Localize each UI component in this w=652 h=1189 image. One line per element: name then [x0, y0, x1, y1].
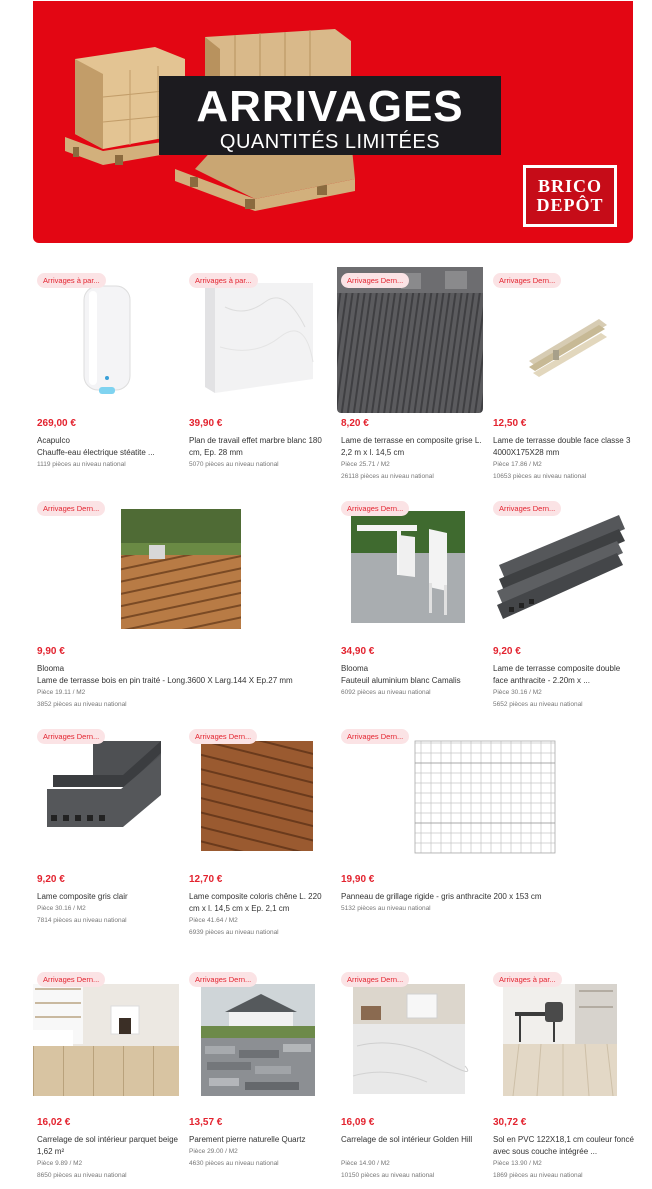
product-stock: 4630 pièces au niveau national [189, 1160, 279, 1167]
product-unit-price: Pièce 30.16 / M2 [37, 905, 86, 912]
product-price: 19,90 € [341, 874, 375, 885]
product-name[interactable]: Lame de terrasse en composite grise L. 2,2 m x l. 14,5 cm [341, 436, 482, 457]
logo-text-line1: BRICO [537, 176, 602, 196]
product-unit-price: Pièce 30.16 / M2 [493, 689, 542, 696]
arrival-badge: Arrivages à par... [493, 972, 562, 987]
product-unit-price: Pièce 13.90 / M2 [493, 1160, 542, 1167]
arrival-badge: Arrivages Dern... [37, 729, 105, 744]
product-image-grey-boards[interactable] [33, 723, 179, 869]
product-image-stone-wall[interactable] [185, 966, 331, 1112]
product-stock: 6939 pièces au niveau national [189, 929, 279, 936]
product-name[interactable]: Panneau de grillage rigide - gris anthracite 200 x 153 cm [341, 892, 542, 901]
product-brand: Acapulco [37, 436, 70, 445]
arrival-badge: Arrivages Dern... [341, 972, 409, 987]
arrival-badge: Arrivages Dern... [341, 273, 409, 288]
product-image-marble-worktop[interactable] [185, 267, 331, 413]
product-stock: 8650 pièces au niveau national [37, 1172, 127, 1179]
product-stock: 6092 pièces au niveau national [341, 689, 431, 696]
product-stock: 10653 pièces au niveau national [493, 473, 587, 480]
product-image-oak-composite[interactable] [185, 723, 331, 869]
arrival-badge: Arrivages Dern... [189, 729, 257, 744]
arrival-badge: Arrivages Dern... [493, 273, 561, 288]
product-image-white-chairs[interactable] [337, 495, 483, 641]
product-name[interactable]: Carrelage de sol intérieur parquet beige 1,62 m² [37, 1135, 178, 1156]
product-price: 16,09 € [341, 1117, 375, 1128]
product-unit-price: Pièce 19.11 / M2 [37, 689, 86, 696]
product-name[interactable]: Lame composite gris clair [37, 892, 128, 901]
product-name[interactable]: Fauteuil aluminium blanc Camalis [341, 676, 461, 685]
product-price: 13,57 € [189, 1117, 223, 1128]
product-price: 12,70 € [189, 874, 223, 885]
product-image-water-heater[interactable] [33, 267, 179, 413]
product-price: 30,72 € [493, 1117, 527, 1128]
product-name[interactable]: Lame de terrasse bois en pin traité - Long.3600 X Larg.144 X Ep.27 mm [37, 676, 293, 685]
product-image-wood-planks[interactable] [489, 267, 635, 413]
product-unit-price: Pièce 17.86 / M2 [493, 461, 542, 468]
logo-text-line2: DEPÔT [536, 195, 604, 215]
product-stock: 5132 pièces au niveau national [341, 905, 431, 912]
product-image-beige-parquet-room[interactable] [33, 966, 179, 1112]
product-stock: 1119 pièces au niveau national [37, 461, 126, 468]
banner-subtitle: QUANTITÉS LIMITÉES [219, 131, 441, 153]
product-name[interactable]: Lame de terrasse composite double face anthracite - 2.20m x ... [493, 664, 621, 685]
product-image-marble-floor-room[interactable] [337, 966, 483, 1112]
product-price: 9,20 € [37, 874, 65, 885]
product-name[interactable]: Plan de travail effet marbre blanc 180 cm, Ep. 28 mm [189, 436, 322, 457]
product-price: 8,20 € [341, 418, 369, 429]
product-name[interactable]: Lame de terrasse double face classe 3 4000X175X28 mm [493, 436, 631, 457]
arrival-badge: Arrivages Dern... [341, 501, 409, 516]
product-image-pvc-floor-room[interactable] [489, 966, 635, 1112]
promo-banner[interactable] [33, 1, 633, 243]
arrival-badge: Arrivages à par... [189, 273, 258, 288]
product-price: 16,02 € [37, 1117, 71, 1128]
product-price: 269,00 € [37, 418, 76, 429]
product-unit-price: Pièce 25.71 / M2 [341, 461, 390, 468]
product-price: 34,90 € [341, 646, 375, 657]
product-unit-price: Pièce 41.64 / M2 [189, 917, 238, 924]
product-stock: 5652 pièces au niveau national [493, 701, 583, 708]
product-image-fence-panel[interactable] [411, 723, 559, 869]
arrival-badge: Arrivages Dern... [37, 972, 105, 987]
product-price: 12,50 € [493, 418, 527, 429]
product-name[interactable]: Lame composite coloris chêne L. 220 cm x l. 14,5 cm x Ep. 2,1 cm [189, 892, 322, 913]
product-image-pine-deck[interactable] [121, 509, 241, 629]
arrival-badge: Arrivages Dern... [493, 501, 561, 516]
product-stock: 3852 pièces au niveau national [37, 701, 127, 708]
product-stock: 1869 pièces au niveau national [493, 1172, 583, 1179]
product-unit-price: Pièce 14.90 / M2 [341, 1160, 390, 1167]
arrival-badge: Arrivages Dern... [341, 729, 409, 744]
banner-title: ARRIVAGES [196, 82, 464, 131]
product-brand: Blooma [37, 664, 65, 673]
product-unit-price: Pièce 29.00 / M2 [189, 1148, 238, 1155]
product-stock: 7814 pièces au niveau national [37, 917, 127, 924]
product-brand: Blooma [341, 664, 369, 673]
product-name[interactable]: Carrelage de sol intérieur Golden Hill [341, 1135, 473, 1144]
arrival-badge: Arrivages Dern... [189, 972, 257, 987]
product-stock: 10150 pièces au niveau national [341, 1172, 435, 1179]
product-unit-price: Pièce 9.89 / M2 [37, 1160, 83, 1167]
banner-title-box [159, 76, 501, 155]
product-name[interactable]: Sol en PVC 122X18,1 cm couleur foncé avec sous couche intégrée ... [493, 1135, 634, 1156]
product-name[interactable]: Parement pierre naturelle Quartz [189, 1135, 306, 1144]
product-image-grey-terrace[interactable] [337, 267, 483, 413]
product-name[interactable]: Chauffe-eau électrique stéatite ... [37, 448, 155, 457]
product-price: 9,90 € [37, 646, 65, 657]
product-image-anthracite-boards[interactable] [489, 495, 635, 641]
arrival-badge: Arrivages à par... [37, 273, 106, 288]
brico-depot-logo[interactable] [523, 165, 617, 227]
product-price: 39,90 € [189, 418, 223, 429]
arrival-badge: Arrivages Dern... [37, 501, 105, 516]
product-stock: 5070 pièces au niveau national [189, 461, 279, 468]
product-stock: 26118 pièces au niveau national [341, 473, 434, 480]
product-price: 9,20 € [493, 646, 521, 657]
